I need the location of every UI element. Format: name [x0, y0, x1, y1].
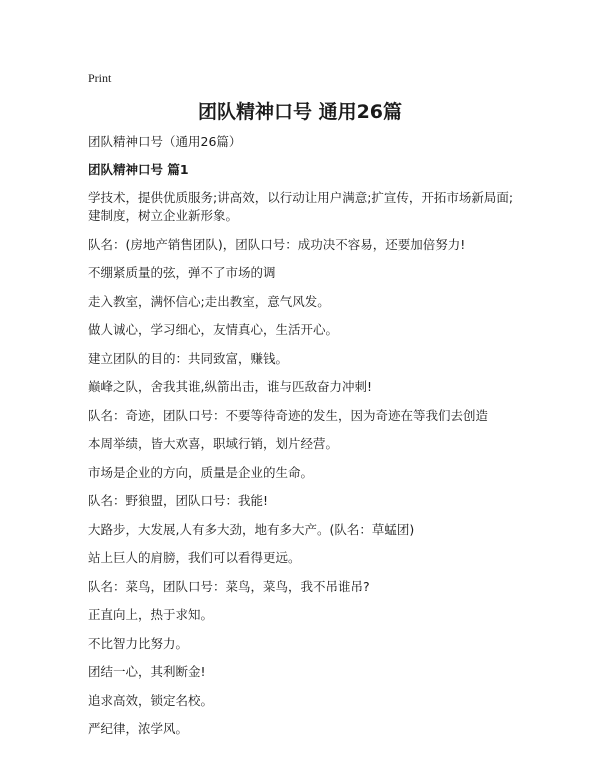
section-heading: 团队精神口号 篇1 — [88, 162, 189, 177]
paragraph: 团结一心，其利断金! — [88, 664, 206, 679]
paragraph: 队名：(房地产销售团队)，团队口号：成功决不容易，还要加倍努力! — [88, 236, 466, 252]
paragraph: 市场是企业的方向，质量是企业的生命。 — [88, 464, 314, 480]
paragraph: 学技术，提供优质服务;讲高效，以行动让用户满意;扩宣传，开拓市场新局面;建制度，树立企业新形象。 — [88, 190, 514, 223]
paragraph: 不绷紧质量的弦，弹不了市场的调 — [88, 265, 276, 280]
paragraph: 追求高效，锁定名校。 — [88, 692, 214, 708]
paragraph: 队名：野狼盟，团队口号：我能! — [88, 493, 269, 508]
paragraph: 队名：奇迹，团队口号：不要等待奇迹的发生，因为奇迹在等我们去创造 — [88, 407, 489, 423]
paragraph: 走入教室，满怀信心;走出教室，意气风发。 — [88, 293, 330, 309]
document-content — [88, 133, 518, 749]
paragraph: 正直向上，热于求知。 — [88, 607, 214, 622]
paragraph: 队名：菜鸟，团队口号：菜鸟，菜鸟，我不吊谁吊? — [88, 578, 370, 594]
paragraph: 站上巨人的肩膀，我们可以看得更远。 — [88, 550, 301, 565]
paragraph: 大路步，大发展,人有多大劲，地有多大产。(队名：草蜢团) — [88, 521, 415, 537]
document-title: 团队精神口号 通用26篇 — [197, 101, 403, 123]
document-subtitle: 团队精神口号（通用26篇） — [88, 134, 242, 149]
paragraph: 本周举绩，皆大欢喜，职域行销，划片经营。 — [88, 436, 339, 451]
paragraph: 不比智力比努力。 — [88, 635, 189, 651]
paragraph: 建立团队的目的：共同致富，赚钱。 — [88, 350, 289, 366]
print-label: Print — [88, 71, 112, 85]
paragraph: 巅峰之队，舍我其谁,纵箭出击，谁与匹敌奋力冲刺! — [88, 379, 372, 394]
paragraph: 做人诚心，学习细心，友情真心，生活开心。 — [88, 322, 339, 337]
paragraph: 严纪律，浓学风。 — [88, 721, 189, 736]
